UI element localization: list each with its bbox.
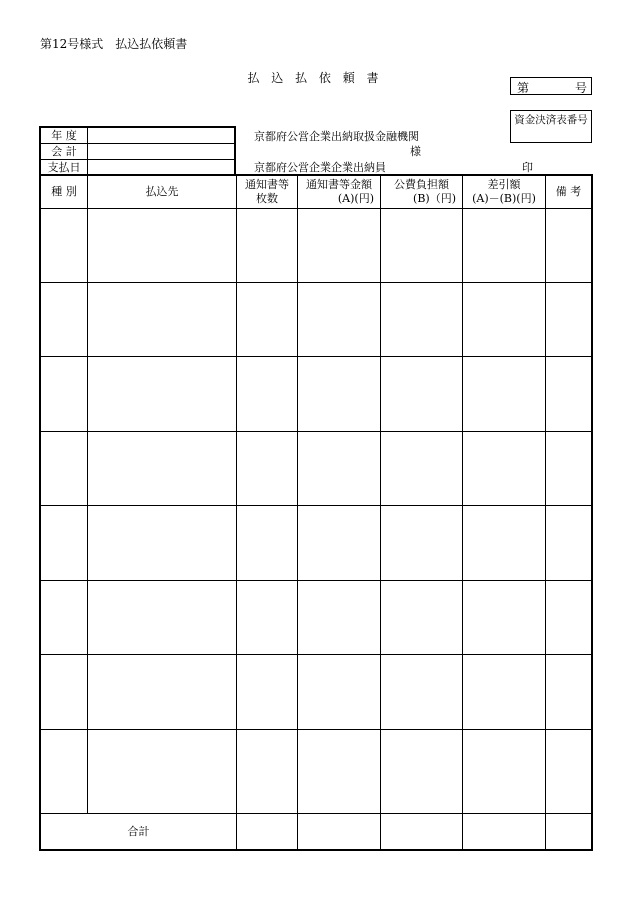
info-row-fiscal-year[interactable] [41,128,234,144]
col-divider [545,176,546,851]
header-notice-amount [298,176,380,208]
row-divider [41,356,591,357]
col-divider [462,176,463,851]
row-divider [41,505,591,506]
officer-name-label: 京都府公営企業企業出納員 [254,161,386,174]
header-type [41,176,87,208]
header-notice-count-line1: 通知書等 [245,178,289,191]
info-row-payment-date[interactable] [41,160,234,175]
number-box-prefix: 第 [517,81,530,95]
col-divider [87,176,88,813]
header-notice-count-line2: 枚数 [256,192,278,205]
bank-addressee: 京都府公営企業出納取扱金融機関 [254,130,419,143]
remittance-table [39,174,593,851]
row-divider [41,282,591,283]
header-notice-count [237,176,297,208]
col-divider [380,176,381,851]
row-divider [41,654,591,655]
header-payee-label: 払込先 [145,185,179,198]
header-remarks [546,176,591,208]
info-table [39,126,236,175]
document-title: 払 込 払 依 頼 書 [247,71,383,85]
info-label-payment-date: 支払日 [41,160,88,175]
info-label-account: 会 計 [41,144,88,159]
header-difference-line1: 差引額 [487,178,521,191]
row-divider [41,729,591,730]
form-number-label: 第12号様式 払込払依頼書 [40,37,188,51]
header-difference-line2: (A)－(B)(円) [472,192,536,205]
info-row-account[interactable] [41,144,234,160]
honorific: 様 [410,145,421,158]
col-divider [236,176,237,851]
header-public-burden-line1: 公費負担額 [394,178,449,191]
header-payee [88,176,236,208]
info-label-fiscal-year: 年 度 [41,128,88,143]
number-box-suffix: 号 [574,81,587,95]
settlement-number-label: 資金決済表番号 [514,114,588,126]
col-divider [297,176,298,851]
header-notice-amount-line2: (A)(円) [337,192,374,205]
row-divider [41,580,591,581]
number-box[interactable] [510,77,592,95]
header-notice-amount-line1: 通知書等金額 [306,178,372,191]
seal-mark: 印 [522,161,533,174]
row-divider [41,431,591,432]
header-bottom-line [41,208,591,209]
header-public-burden-line2: (B)（円) [413,192,456,205]
header-difference [463,176,545,208]
total-label: 合計 [127,825,150,838]
header-type-label: 種 別 [51,185,77,198]
header-remarks-label: 備 考 [555,185,582,198]
settlement-number-box[interactable] [510,110,592,143]
header-public-burden [381,176,462,208]
